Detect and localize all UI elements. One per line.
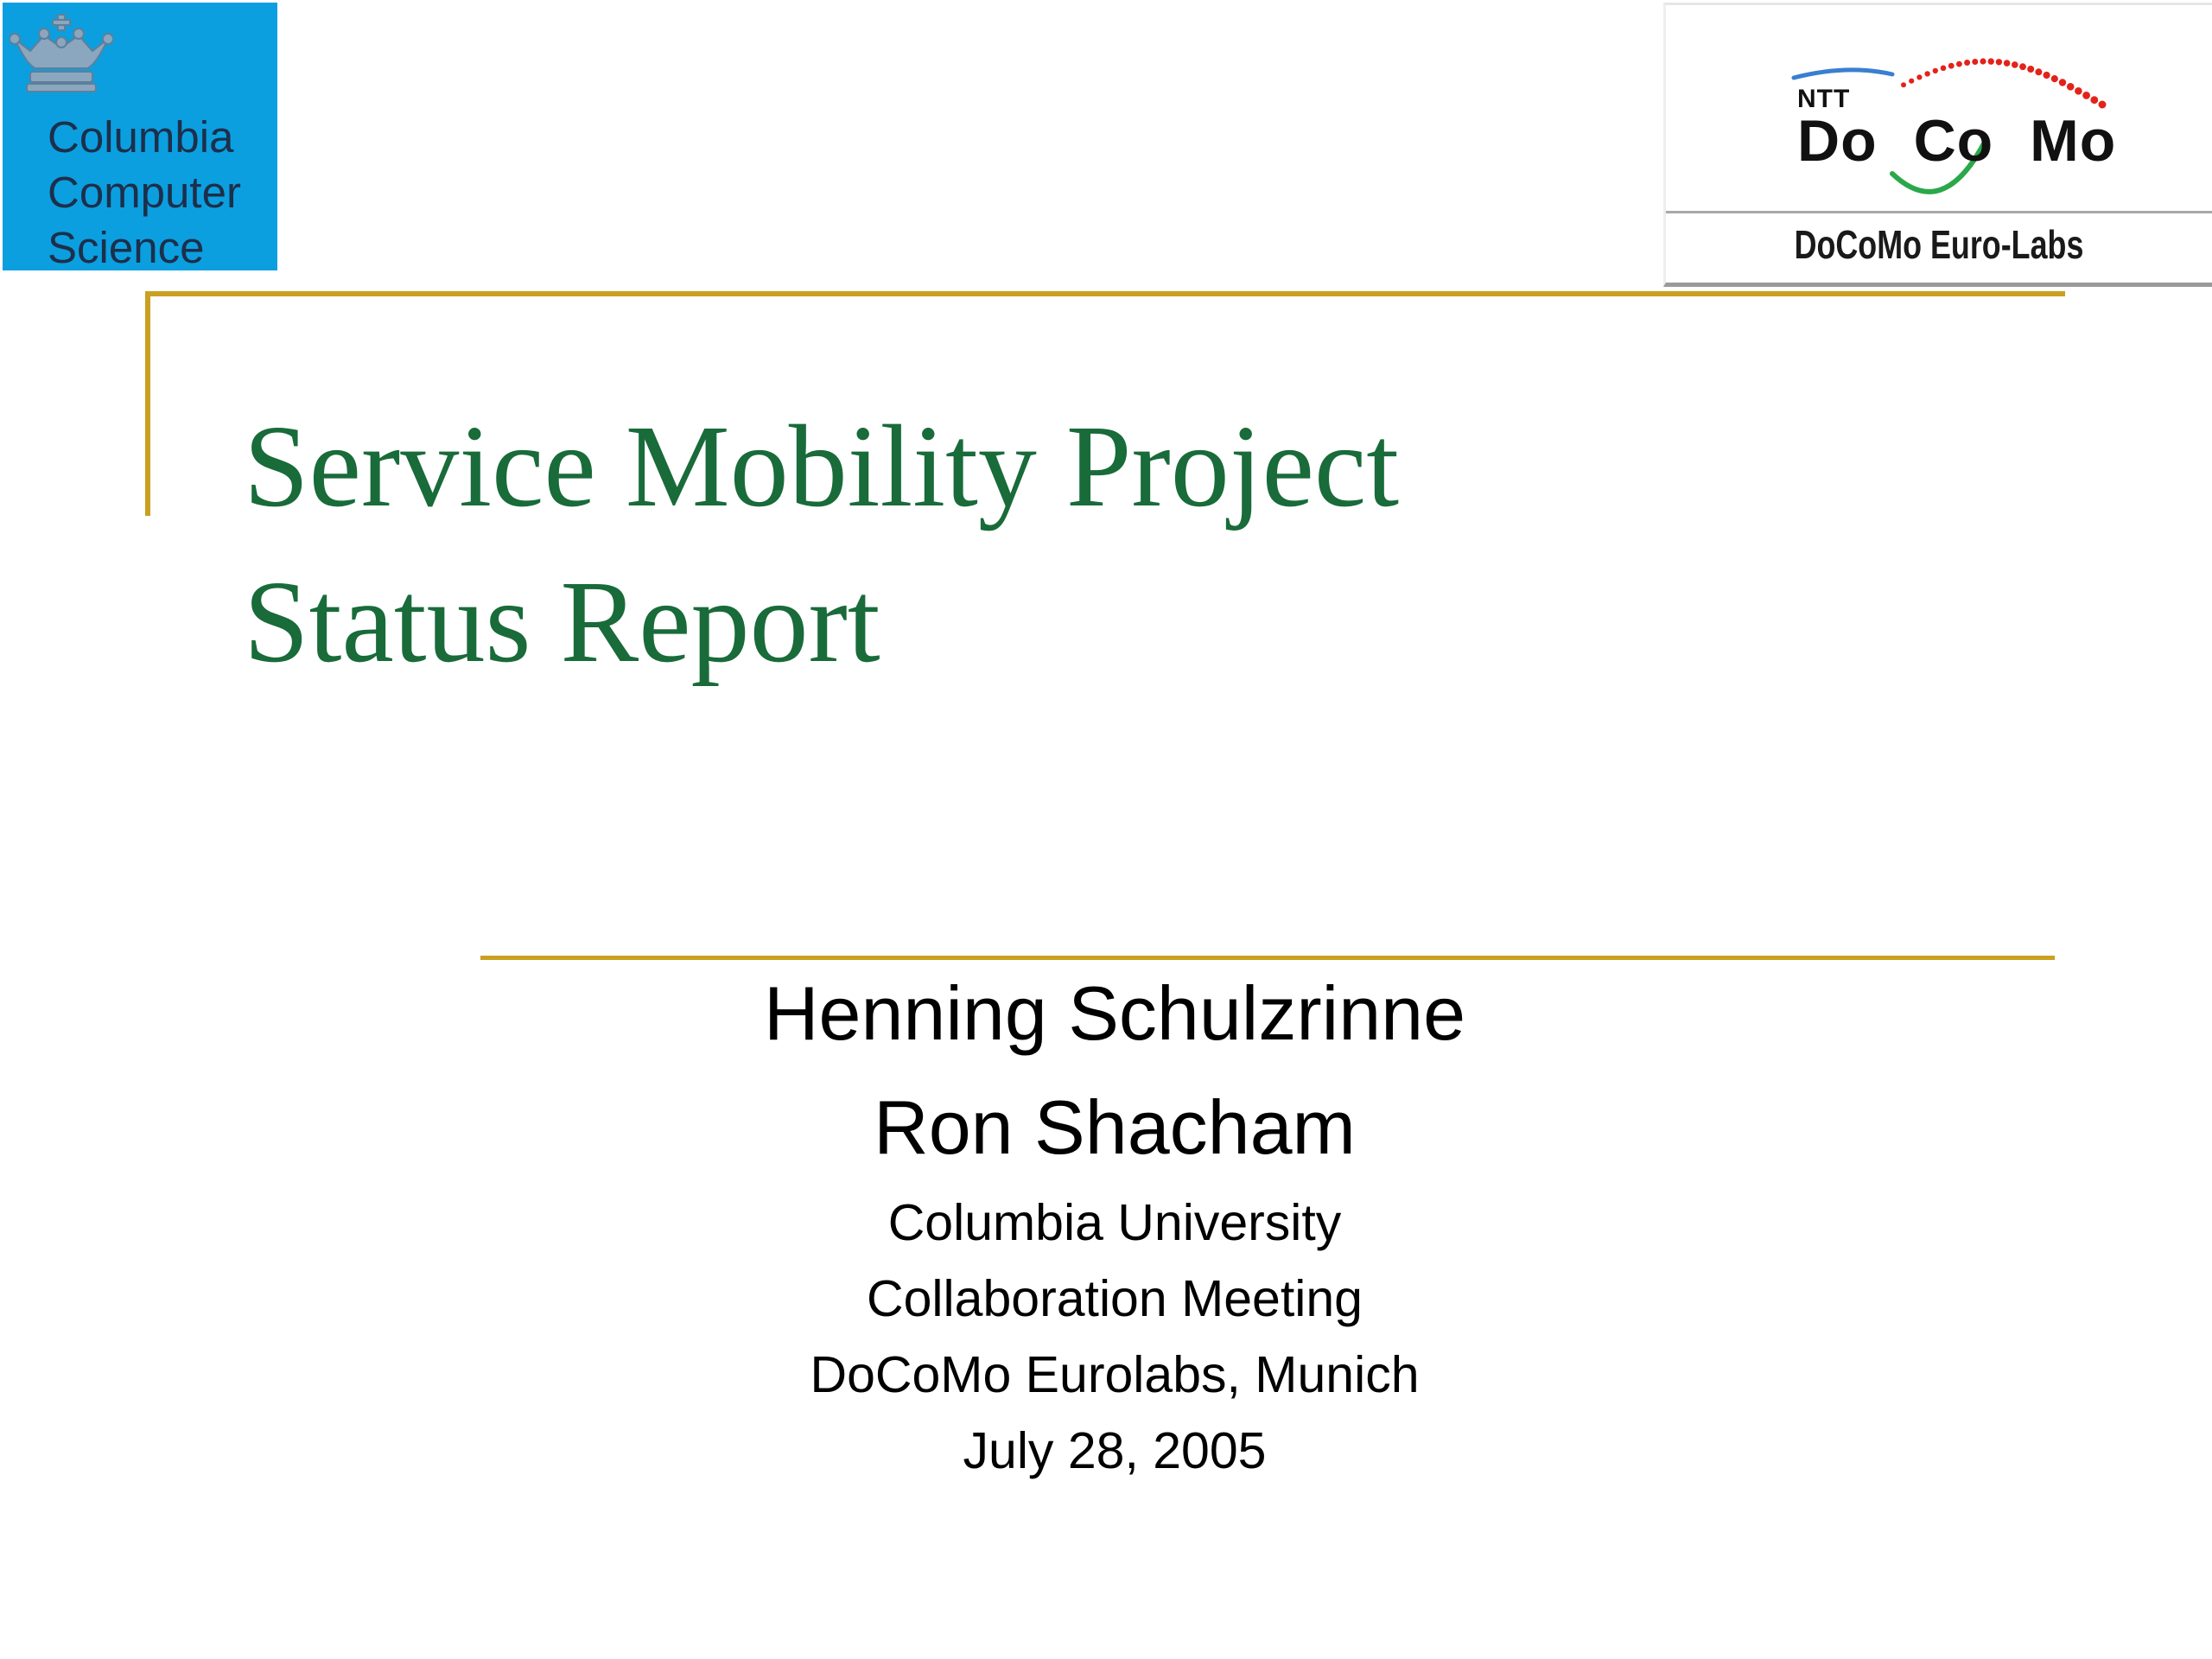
docomo-logo-divider: [1666, 211, 2212, 213]
wordmark-mo: Mo: [2030, 108, 2117, 174]
slide-subtitle: [596, 955, 1633, 1489]
meeting-date: July 28, 2005: [963, 1422, 1267, 1479]
ntt-label: NTT: [1797, 85, 1851, 113]
docomo-eurolabs-logo: [1663, 3, 2212, 287]
columbia-logo-line-1: Columbia: [48, 112, 234, 162]
wordmark-co: Co: [1913, 108, 1994, 174]
columbia-computer-science-logo: [3, 3, 277, 270]
meeting-name: Collaboration Meeting: [867, 1270, 1363, 1327]
slide-title: [244, 389, 1885, 700]
title-top-rule: [145, 291, 2065, 296]
slide-title-line-2: Status Report: [244, 557, 880, 687]
wordmark-do: Do: [1797, 108, 1878, 174]
slide-title-line-1: Service Mobility Project: [244, 402, 1400, 531]
columbia-logo-line-2: Computer: [48, 168, 241, 217]
author-2: Ron Shacham: [874, 1084, 1356, 1170]
title-left-rule: [145, 291, 150, 516]
docomo-wordmark: [1797, 107, 2116, 175]
author-1: Henning Schulzrinne: [763, 970, 1466, 1056]
columbia-logo-text: [48, 110, 241, 276]
affiliation: Columbia University: [887, 1194, 1342, 1251]
docomo-logo-caption: DoCoMo Euro-Labs: [1794, 222, 2084, 267]
columbia-logo-line-3: Science: [48, 223, 205, 272]
meeting-location: DoCoMo Eurolabs, Munich: [810, 1346, 1420, 1403]
crown-icon: [10, 13, 113, 95]
